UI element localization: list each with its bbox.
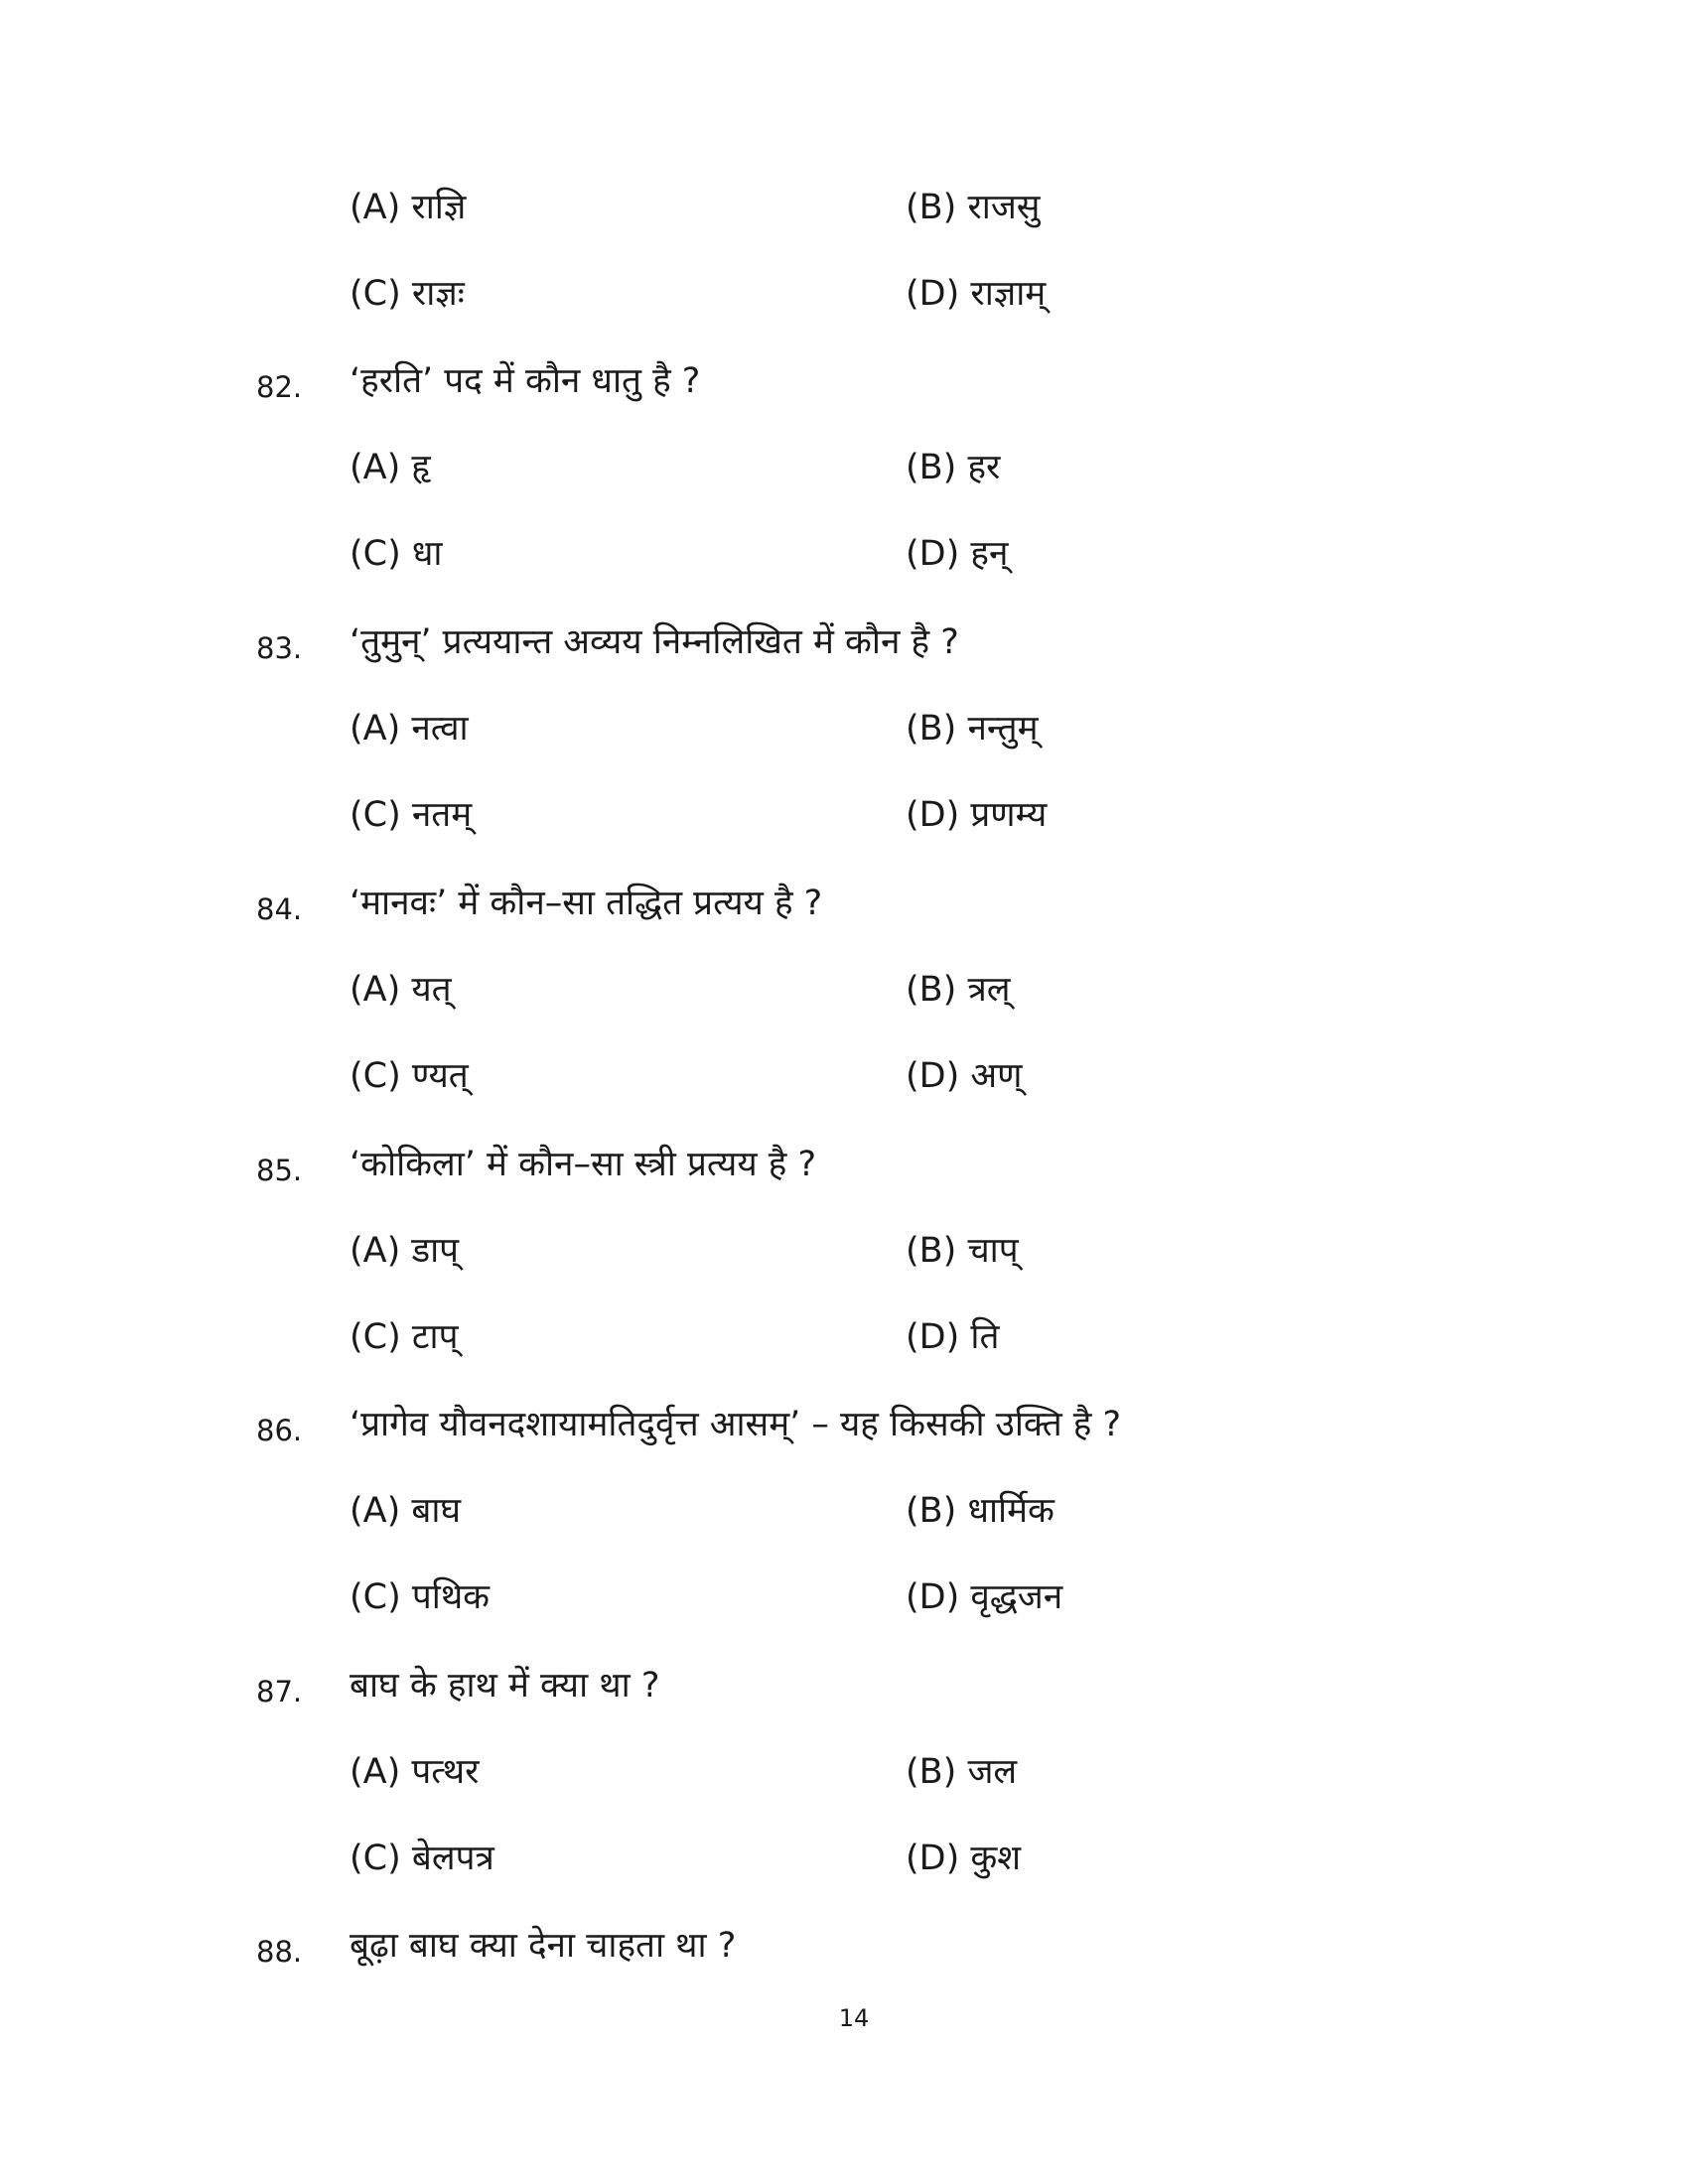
question-text: ‘हरति’ पद में कौन धातु है ? bbox=[350, 361, 701, 401]
option-c: (C) नतम् bbox=[350, 795, 473, 835]
option-b: (B) जल bbox=[906, 1752, 1018, 1792]
option-c: (C) ण्यत् bbox=[350, 1056, 469, 1096]
option-b: (B) राजसु bbox=[906, 188, 1041, 227]
option-c: (C) टाप् bbox=[350, 1317, 459, 1357]
question-number: 87. bbox=[256, 1675, 303, 1708]
option-a: (A) बाघ bbox=[350, 1491, 462, 1531]
option-b: (B) हर bbox=[906, 448, 1001, 487]
question-text: बूढ़ा बाघ क्या देना चाहता था ? bbox=[350, 1926, 737, 1966]
option-d: (D) प्रणम्य bbox=[906, 795, 1048, 835]
option-a: (A) राज्ञि bbox=[350, 188, 467, 227]
option-d: (D) राज्ञाम् bbox=[906, 274, 1047, 314]
option-d: (D) ति bbox=[906, 1317, 1000, 1357]
option-c: (C) पथिक bbox=[350, 1577, 491, 1617]
question-text: ‘प्रागेव यौवनदशायामतिदुर्वृत्त आसम्’ – यह किसकी उक्ति है ? bbox=[350, 1405, 1122, 1444]
option-a: (A) डाप् bbox=[350, 1231, 460, 1271]
option-d: (D) वृद्धजन bbox=[906, 1577, 1063, 1617]
question-number: 86. bbox=[256, 1414, 303, 1447]
page-number: 14 bbox=[838, 2004, 870, 2032]
option-d: (D) कुश bbox=[906, 1839, 1022, 1878]
question-text: बाघ के हाथ में क्या था ? bbox=[350, 1666, 660, 1706]
option-b: (B) त्रल् bbox=[906, 970, 1011, 1010]
question-text: ‘मानवः’ में कौन–सा तद्धित प्रत्यय है ? bbox=[350, 884, 823, 923]
question-number: 83. bbox=[256, 631, 303, 665]
question-text: ‘कोकिला’ में कौन–सा स्त्री प्रत्यय है ? bbox=[350, 1145, 817, 1184]
question-number: 85. bbox=[256, 1154, 303, 1187]
option-b: (B) नन्तुम् bbox=[906, 709, 1039, 749]
option-c: (C) राज्ञः bbox=[350, 274, 465, 314]
question-text: ‘तुमुन्’ प्रत्ययान्त अव्यय निम्नलिखित में कौन है ? bbox=[350, 622, 959, 662]
option-c: (C) धा bbox=[350, 534, 443, 574]
option-a: (A) हृ bbox=[350, 448, 431, 487]
option-b: (B) चाप् bbox=[906, 1231, 1019, 1271]
option-c: (C) बेलपत्र bbox=[350, 1839, 494, 1878]
question-number: 88. bbox=[256, 1935, 303, 1969]
option-a: (A) नत्वा bbox=[350, 709, 469, 749]
option-a: (A) यत् bbox=[350, 970, 452, 1010]
question-number: 82. bbox=[256, 370, 303, 404]
option-d: (D) हन् bbox=[906, 534, 1009, 574]
option-b: (B) धार्मिक bbox=[906, 1491, 1055, 1531]
option-d: (D) अण् bbox=[906, 1056, 1023, 1096]
question-number: 84. bbox=[256, 892, 303, 926]
option-a: (A) पत्थर bbox=[350, 1752, 480, 1792]
